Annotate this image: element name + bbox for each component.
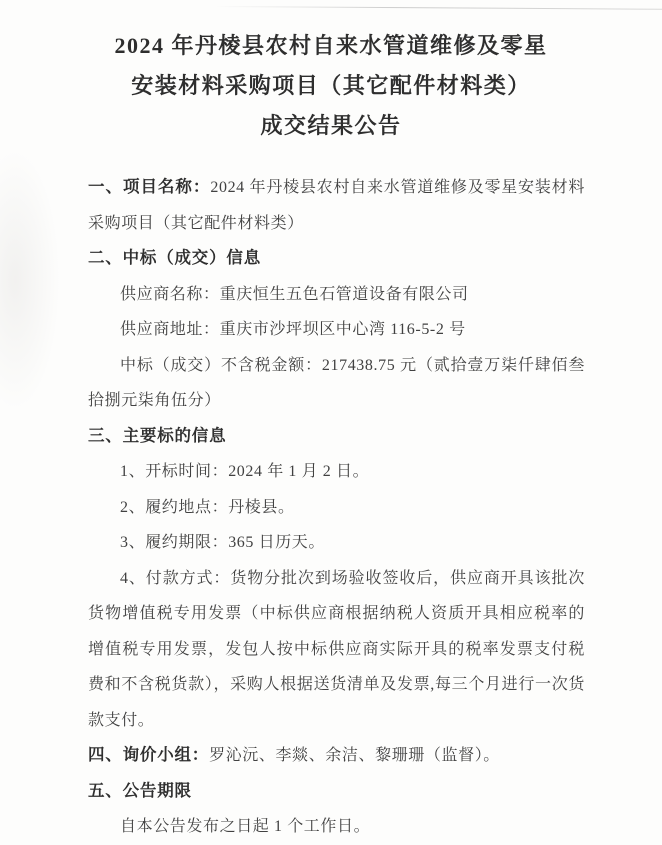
announcement-period-text: 自本公告发布之日起 1 个工作日。	[120, 818, 371, 835]
performance-place: 2、履约地点：丹棱县。	[120, 498, 295, 516]
section2-heading: 二、中标（成交）信息	[88, 249, 261, 267]
section4-inquiry-group	[88, 738, 585, 774]
title-line-1: 2024 年丹棱县农村自来水管道维修及零星	[114, 33, 548, 58]
section1-label: 一、项目名称：	[88, 178, 211, 196]
title-line-2: 安装材料采购项目（其它配件材料类）	[131, 73, 531, 98]
scan-artifact-smudge	[0, 150, 60, 410]
scan-artifact-line	[215, 6, 662, 10]
payment-method: 4、付款方式：货物分批次到场验收签收后，供应商开具该批次货物增值税专用发票（中标供应商根据纳税人资质开具相应税率的增值税专用发票，发包人按中标供应商实际开具的税率发票支付税费和不含税货款），采购人根据送货清单及发票,每三个月进行一次货款支付。	[88, 569, 585, 729]
bid-opening-time: 1、开标时间：2024 年 1 月 2 日。	[120, 463, 370, 480]
supplier-name: 供应商名称：重庆恒生五色石管道设备有限公司	[120, 285, 469, 303]
performance-period: 3、履约期限：365 日历天。	[120, 534, 326, 551]
document-title	[0, 26, 662, 146]
section4-label: 四、询价小组：	[88, 746, 210, 764]
inquiry-group-members: 罗沁沅、李燚、余洁、黎珊珊（监督）。	[209, 747, 500, 764]
supplier-address: 供应商地址：重庆市沙坪坝区中心湾 116-5-2 号	[120, 321, 466, 338]
title-line-3: 成交结果公告	[260, 113, 402, 138]
section5-heading: 五、公告期限	[88, 781, 192, 800]
award-amount: 中标（成交）不含税金额：217438.75 元（贰拾壹万柒仟肆佰叁拾捌元柒角伍分）	[88, 356, 585, 409]
section1-text: 2024 年丹棱县农村自来水管道维修及零星安装材料采购项目（其它配件材料类）	[88, 179, 585, 232]
section3-heading: 三、主要标的信息	[88, 426, 227, 445]
section1-project-name	[88, 170, 585, 241]
document-body	[0, 170, 662, 845]
